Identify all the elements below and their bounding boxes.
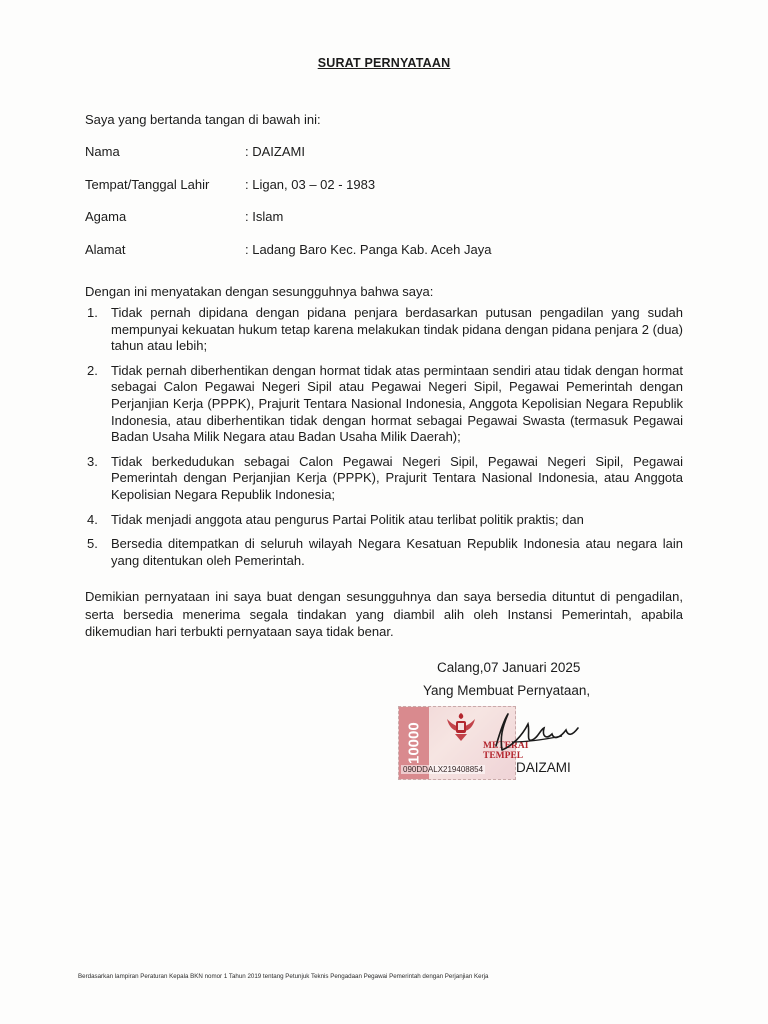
field-name-label: Nama bbox=[85, 144, 120, 159]
field-birth-label: Tempat/Tanggal Lahir bbox=[85, 176, 210, 192]
field-name-value: : DAIZAMI bbox=[245, 144, 305, 159]
field-religion-value: : Islam bbox=[245, 209, 284, 224]
stamp-label-line1: METERAI bbox=[483, 741, 529, 751]
list-item bbox=[85, 363, 683, 446]
list-item-text: Tidak pernah diberhentikan dengan hormat tidak atas permintaan sendiri atau tidak dengan hormat sebagai Calon Pegawai Negeri Sipil atau Pegawai Negeri Sipil, Pegawai Pemerintah dengan Perjanjian Kerja (PPPK), Prajurit Tentara Nasional Indonesia, Anggota Kepolisian Negara Republik Indonesia, atau diberhentikan tidak dengan hormat sebagai Pegawai Swasta (termasuk Pegawai Badan Usaha Milik Negara atau Badan Usaha Milik Daerah); bbox=[111, 362, 683, 445]
statement-list bbox=[85, 305, 683, 577]
handwritten-signature bbox=[482, 706, 582, 762]
statement-lead: Dengan ini menyatakan dengan sesungguhnya bahwa saya: bbox=[85, 284, 434, 299]
field-address-label: Alamat bbox=[85, 241, 126, 257]
field-name bbox=[85, 144, 685, 177]
field-birth bbox=[85, 177, 685, 210]
stamp-label-line2: TEMPEL bbox=[483, 751, 524, 761]
list-item bbox=[85, 305, 683, 355]
closing-paragraph: Demikian pernyataan ini saya buat dengan sesungguhnya dan saya bersedia dituntut di pengadilan, serta bersedia menerima segala tindakan yang diambil alih oleh Instansi Pemerintah, apabila dikemudian hari terbukti pernyataan saya tidak benar. bbox=[85, 589, 683, 639]
document-title: SURAT PERNYATAAN bbox=[317, 56, 451, 70]
field-birth-value: : Ligan, 03 – 02 - 1983 bbox=[245, 176, 376, 192]
intro-text: Saya yang bertanda tangan di bawah ini: bbox=[85, 112, 321, 127]
field-address bbox=[85, 242, 685, 275]
list-item bbox=[85, 454, 683, 504]
list-item-text: Tidak pernah dipidana dengan pidana penjara berdasarkan putusan pengadilan yang sudah mempunyai kekuatan hukum tetap karena melakukan tindak pidana dengan pidana penjara 2 (dua) tahun atau lebih; bbox=[111, 305, 683, 354]
stamp-serial: 090DDALX219408854 bbox=[403, 765, 484, 774]
list-item-number: 3. bbox=[87, 453, 98, 469]
list-item-number: 1. bbox=[87, 305, 98, 320]
signer-role: Yang Membuat Pernyataan, bbox=[423, 683, 591, 698]
list-item-text: Tidak berkedudukan sebagai Calon Pegawai Negeri Sipil, Pegawai Negeri Sipil, Pegawai Pemerintah dengan Perjanjian Kerja (PPPK), Prajurit Tentara Nasional Indonesia, atau Anggota Kepolisian Negara Republik Indonesia; bbox=[111, 453, 683, 502]
list-item bbox=[85, 536, 683, 569]
list-item bbox=[85, 512, 683, 529]
field-religion bbox=[85, 209, 685, 242]
field-religion-label: Agama bbox=[85, 209, 127, 224]
signer-name: DAIZAMI bbox=[516, 760, 571, 775]
garuda-emblem-icon bbox=[443, 711, 479, 745]
list-item-text: Bersedia ditempatkan di seluruh wilayah Negara Kesatuan Republik Indonesia atau negara lain yang ditentukan oleh Pemerintah. bbox=[111, 536, 683, 568]
stamp-denomination: 10000 bbox=[399, 707, 429, 779]
identity-fields bbox=[85, 144, 685, 274]
list-item-number: 2. bbox=[87, 362, 98, 378]
field-address-value: : Ladang Baro Kec. Panga Kab. Aceh Jaya bbox=[245, 241, 492, 257]
footer-note: Berdasarkan lampiran Peraturan Kepala BKN nomor 1 Tahun 2019 tentang Petunjuk Teknis Pengadaan Pegawai Pemerintah dengan Perjanjian Kerja bbox=[78, 973, 489, 980]
list-item-number: 5. bbox=[87, 536, 98, 552]
list-item-text: Tidak menjadi anggota atau pengurus Partai Politik atau terlibat politik praktis; dan bbox=[111, 511, 584, 527]
place-date: Calang,07 Januari 2025 bbox=[437, 660, 581, 675]
list-item-number: 4. bbox=[87, 511, 98, 527]
